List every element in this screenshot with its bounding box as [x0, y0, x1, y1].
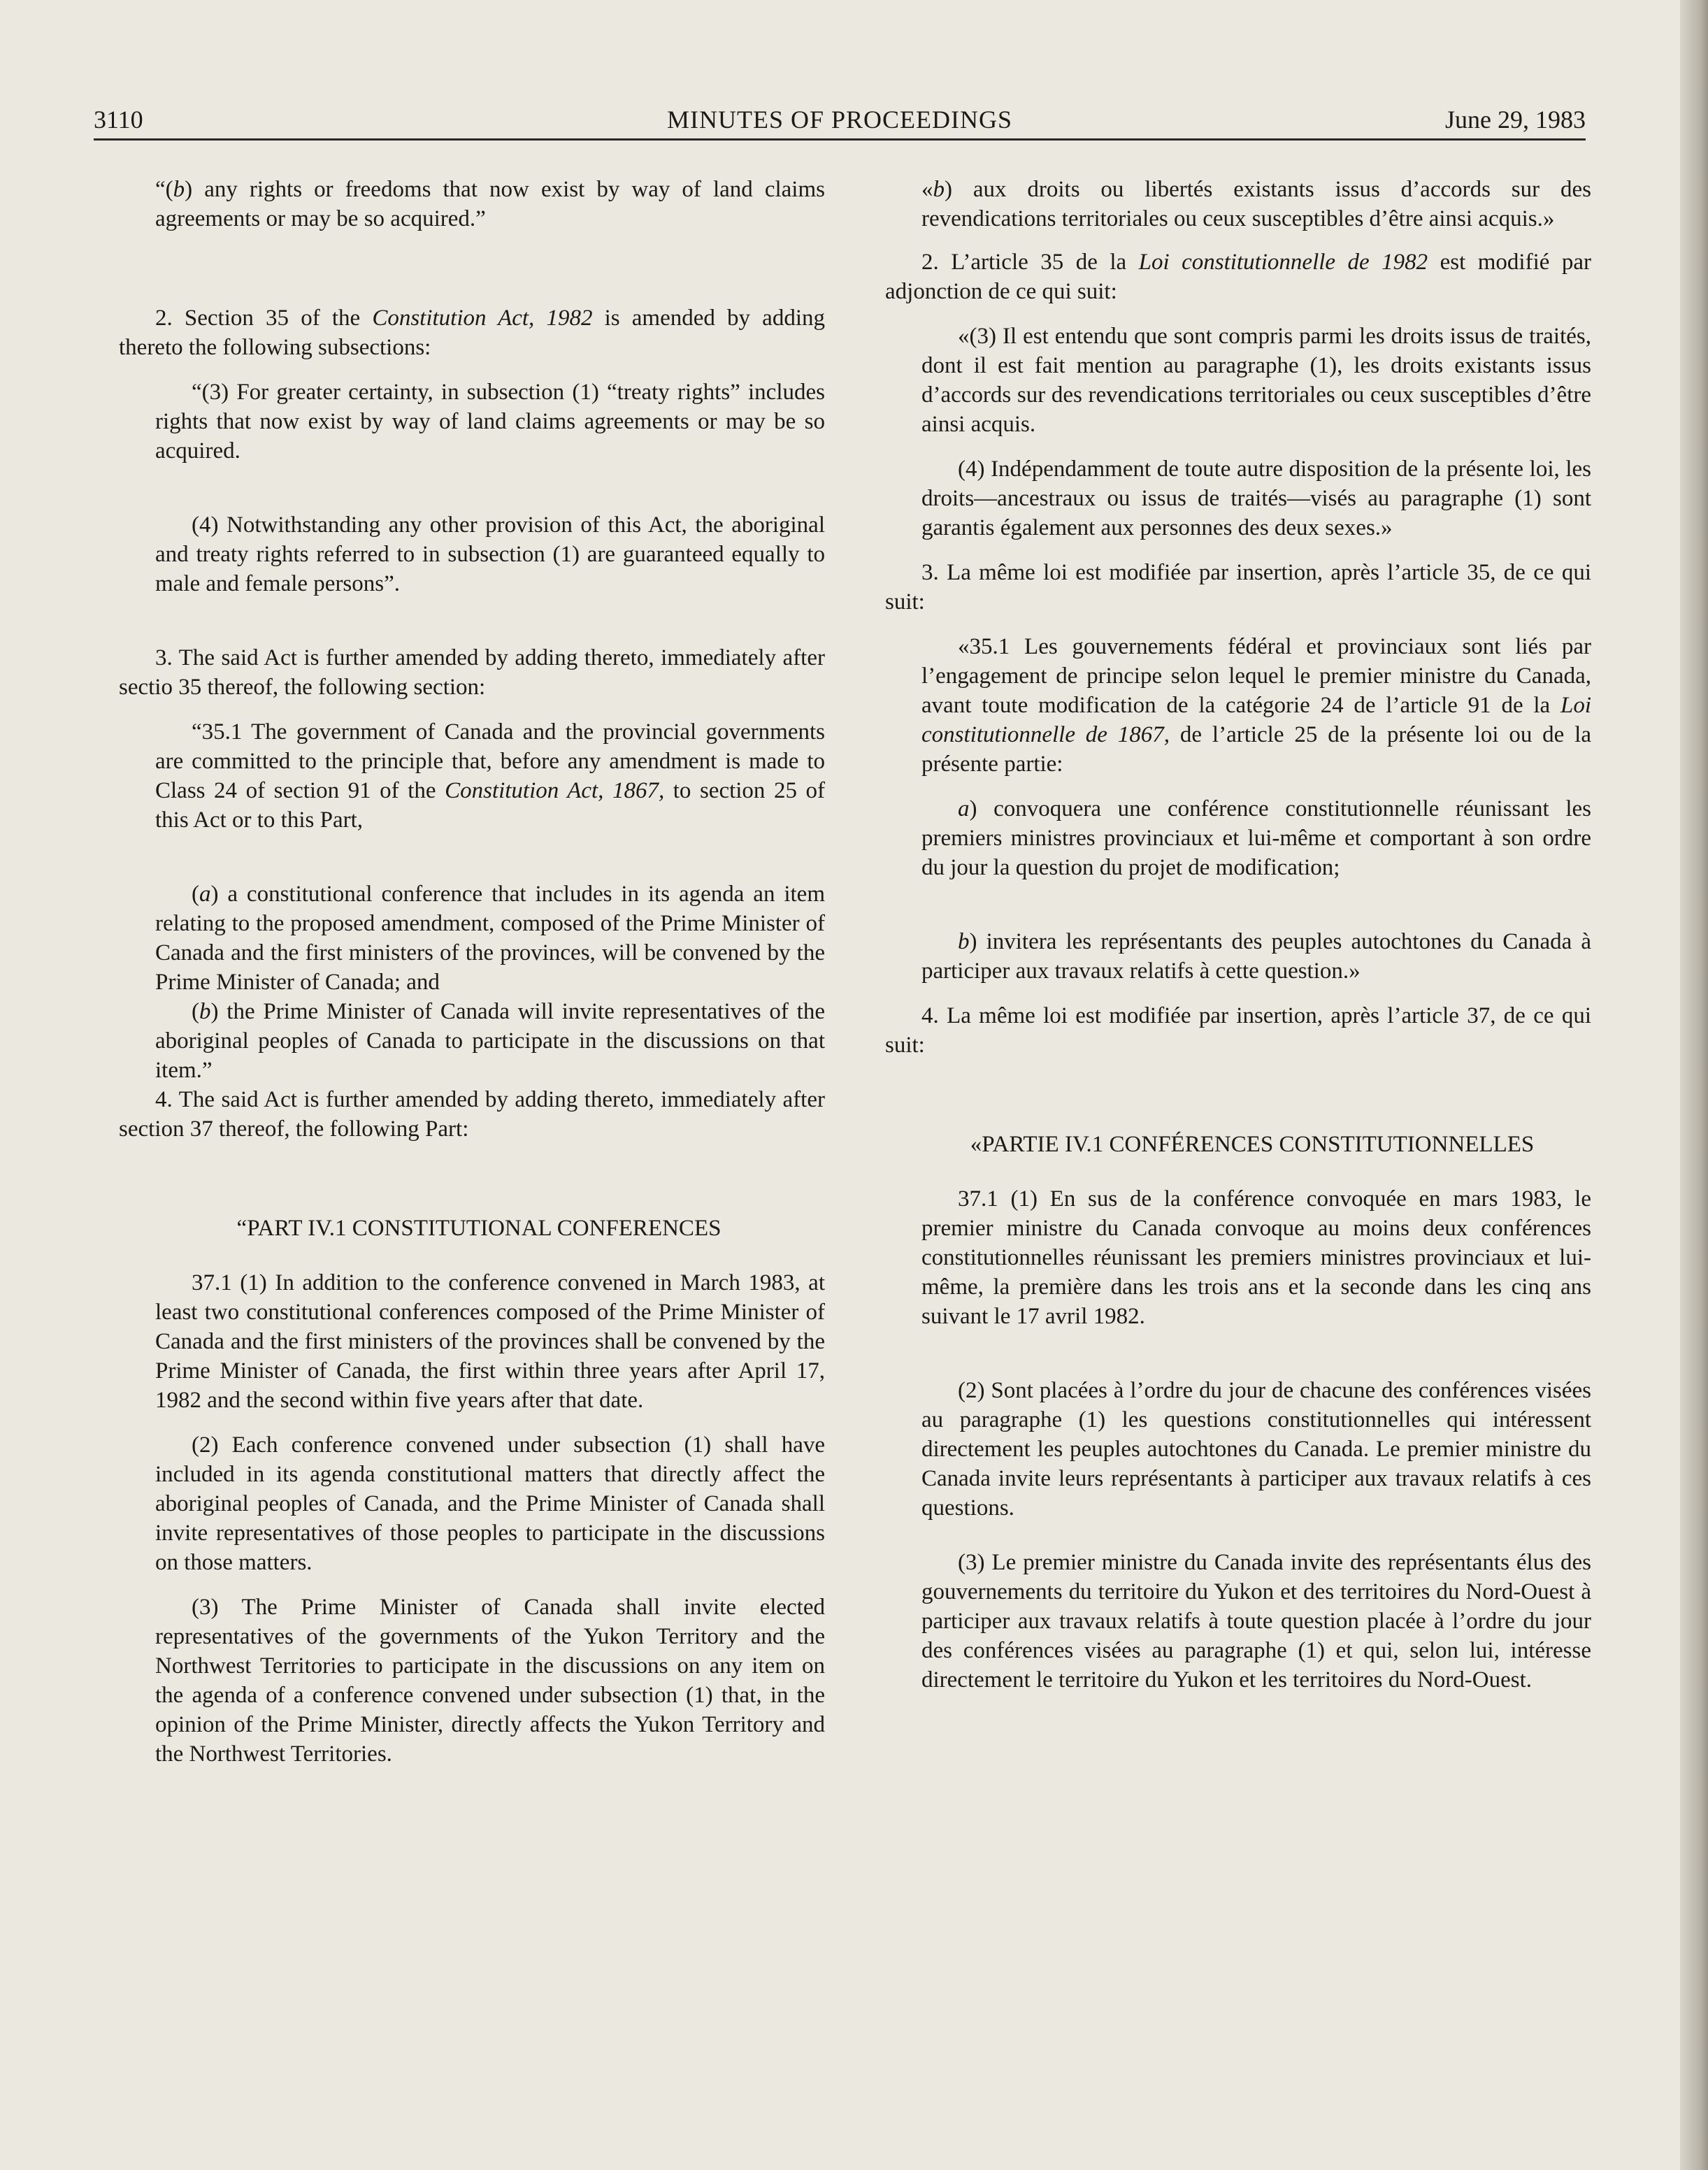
- page-edge-shadow: [1680, 0, 1708, 2170]
- page-title: MINUTES OF PROCEEDINGS: [666, 106, 1013, 134]
- en-part-heading: “PART IV.1 CONSTITUTIONAL CONFERENCES: [236, 1216, 722, 1241]
- en-paragraph-10: 37.1 (1) In addition to the conference convened in March 1983, at least two constitutional conferences composed of the Prime Minister of Canada and the first ministers of the provinces shall be convened by the Prime Minister of Canada, the first within three years after April 17, 1982 and the second within five years after that date.: [155, 1270, 825, 1413]
- header-rule: [94, 138, 1586, 141]
- fr-paragraph-9: 4. La même loi est modifiée par insertion, après l’article 37, de ce qui suit:: [885, 1003, 1591, 1058]
- fr-paragraph-2: 2. L’article 35 de la Loi constitutionnelle de 1982 est modifié par adjonction de ce qui suit:: [885, 250, 1591, 304]
- en-paragraph-1: “(b) any rights or freedoms that now exist by way of land claims agreements or may be so acquired.”: [155, 177, 825, 231]
- page-number: 3110: [94, 106, 143, 134]
- page-header: [94, 102, 1586, 141]
- fr-paragraph-1: «b) aux droits ou libertés existants issus d’accords sur des revendications territoriales ou ceux susceptibles d’être ainsi acquis.»: [921, 177, 1591, 231]
- english-column: [119, 175, 825, 1769]
- en-paragraph-8: (b) the Prime Minister of Canada will invite representatives of the aboriginal peoples of Canada to participate in the discussions on that item.”: [155, 999, 825, 1083]
- fr-paragraph-10: 37.1 (1) En sus de la conférence convoquée en mars 1983, le premier ministre du Canada convoque au moins deux conférences constitutionnelles réunissant les premiers ministres provinciaux et lui-même, la première dans les trois ans et la seconde dans les cinq ans suivant le 17 avril 1982.: [921, 1186, 1591, 1329]
- fr-paragraph-3: «(3) Il est entendu que sont compris parmi les droits issus de traités, dont il est fait mention au paragraphe (1), les droits existants issus d’accords sur des revendications territoriales ou ceux susceptibles d’être ainsi acquis.: [921, 324, 1591, 437]
- fr-paragraph-5: 3. La même loi est modifiée par insertion, après l’article 35, de ce qui suit:: [885, 560, 1591, 615]
- en-paragraph-6: “35.1 The government of Canada and the provincial governments are committed to the principle that, before any amendment is made to Class 24 of section 91 of the Constitution Act, 1867, to section 25 of this Act or to this Part,: [155, 719, 826, 833]
- en-paragraph-5: 3. The said Act is further amended by adding thereto, immediately after sectio 35 thereof, the following section:: [119, 645, 825, 700]
- en-paragraph-7: (a) a constitutional conference that includes in its agenda an item relating to the proposed amendment, composed of the Prime Minister of Canada and the first ministers of the provinces, will be convened by the Prime Minister of Canada; and: [155, 882, 825, 995]
- en-paragraph-4: (4) Notwithstanding any other provision of this Act, the aboriginal and treaty rights referred to in subsection (1) are guaranteed equally to male and female persons”.: [155, 512, 825, 596]
- fr-part-heading: «PARTIE IV.1 CONFÉRENCES CONSTITUTIONNELLES: [970, 1132, 1535, 1157]
- en-paragraph-12: (3) The Prime Minister of Canada shall invite elected representatives of the governments of the Yukon Territory and the Northwest Territories to participate in the discussions on any item on the agenda of a conference convened under subsection (1) that, in the opinion of the Prime Minister, directly affects the Yukon Territory and the Northwest Territories.: [155, 1595, 825, 1767]
- fr-paragraph-11: (2) Sont placées à l’ordre du jour de chacune des conférences visées au paragraphe (1) les questions constitutionnelles qui intéressent directement les peuples autochtones du Canada. Le premier ministre du Canada invite leurs représentants à participer aux travaux relatifs à ces questions.: [921, 1378, 1591, 1521]
- fr-paragraph-4: (4) Indépendamment de toute autre disposition de la présente loi, les droits—ancestraux ou issus de traités—visés au paragraphe (1) sont garantis également aux personnes des deux sexes.»: [921, 457, 1591, 540]
- en-paragraph-11: (2) Each conference convened under subsection (1) shall have included in its agenda constitutional matters that directly affect the aboriginal peoples of Canada, and the Prime Minister of Canada shall invite representatives of those peoples to participate in the discussions on those matters.: [155, 1432, 825, 1575]
- french-column: [885, 175, 1591, 1695]
- en-paragraph-3: “(3) For greater certainty, in subsection (1) “treaty rights” includes rights that now exist by way of land claims agreements or may be so acquired.: [155, 380, 825, 464]
- fr-paragraph-7: a) convoquera une conférence constitutionnelle réunissant les premiers ministres provinciaux et lui-même et comportant à son ordre du jour la question du projet de modification;: [921, 796, 1591, 880]
- fr-paragraph-6: «35.1 Les gouvernements fédéral et provinciaux sont liés par l’engagement de principe selon lequel le premier ministre du Canada, avant toute modification de la catégorie 24 de l’article 91 de la Loi constitutionnelle de 1867, de l’article 25 de la présente loi ou de la présente partie:: [921, 634, 1591, 777]
- fr-paragraph-8: b) invitera les représentants des peuples autochtones du Canada à participer aux travaux relatifs à cette question.»: [921, 929, 1591, 984]
- en-paragraph-9: 4. The said Act is further amended by adding thereto, immediately after section 37 thereof, the following Part:: [119, 1087, 825, 1142]
- fr-paragraph-12: (3) Le premier ministre du Canada invite des représentants élus des gouvernements du territoire du Yukon et des territoires du Nord-Ouest à participer aux travaux relatifs à toute question placée à l’ordre du jour des conférences visées au paragraphe (1) et qui, selon lui, intéresse directement le territoire du Yukon et les territoires du Nord-Ouest.: [921, 1550, 1591, 1693]
- page-date: June 29, 1983: [1445, 106, 1586, 134]
- en-paragraph-2: 2. Section 35 of the Constitution Act, 1982 is amended by adding thereto the following subsections:: [119, 306, 826, 360]
